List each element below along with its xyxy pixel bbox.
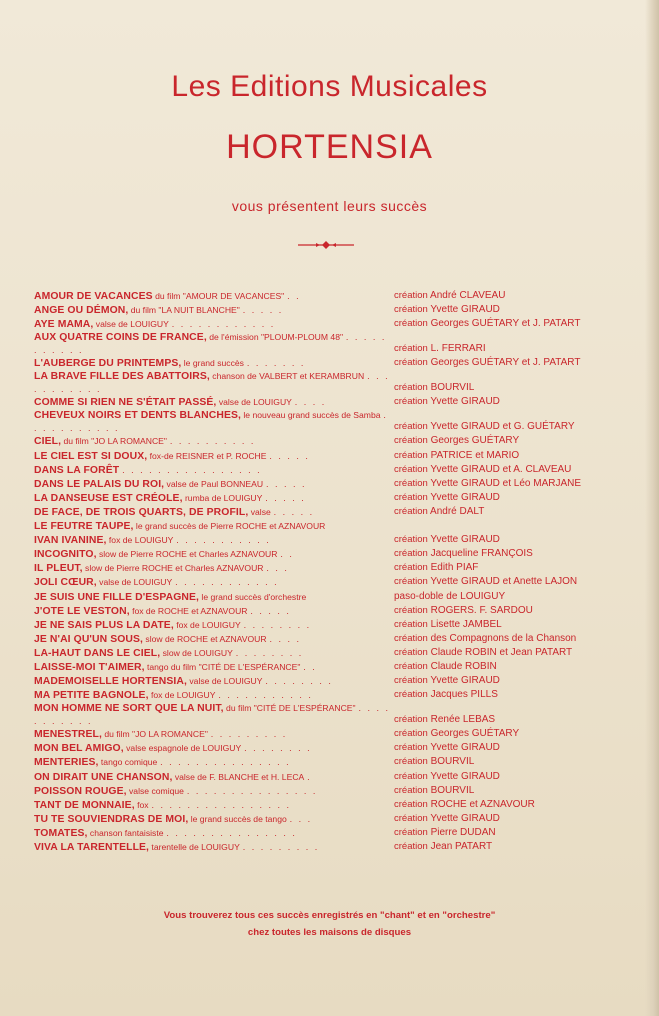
leader-dots: . . . . . . . . . . .	[34, 703, 390, 727]
song-entry	[34, 590, 390, 605]
creation-label: création	[394, 562, 428, 574]
song-entry	[34, 303, 390, 318]
artist-name: des Compagnons de la Chanson	[430, 632, 577, 644]
song-title: COMME SI RIEN NE S'ÉTAIT PASSÉ,	[34, 397, 217, 409]
song-title: CIEL,	[34, 436, 62, 448]
song-title: DANS LA FORÊT	[34, 464, 120, 476]
artist-name: André DALT	[430, 505, 485, 517]
song-title: DE FACE, DE TROIS QUARTS, DE PROFIL,	[34, 506, 249, 518]
song-row	[34, 491, 634, 505]
artist-name: Yvette GIRAUD et A. CLAVEAU	[430, 463, 572, 475]
song-description: valse	[248, 506, 271, 517]
song-row	[34, 702, 634, 727]
song-description: rumba de LOUIGUY	[182, 492, 263, 503]
publisher-line: Les Editions Musicales	[171, 70, 488, 103]
song-description: fox de LOUIGUY	[173, 619, 241, 630]
song-row	[34, 434, 634, 448]
creation-label: création	[394, 318, 428, 330]
song-title: TOMATES,	[34, 827, 88, 839]
artist-name: Yvette GIRAUD	[430, 770, 500, 782]
creation-label: création	[394, 357, 428, 369]
song-row	[34, 449, 634, 463]
leader-dots: . . . . . . . . . . . . . . .	[160, 757, 291, 768]
song-credit	[394, 604, 533, 618]
song-credit	[394, 727, 519, 741]
song-row	[34, 755, 634, 769]
song-row	[34, 604, 634, 618]
creation-label: création	[394, 728, 428, 740]
song-credit	[394, 784, 474, 798]
song-entry	[34, 826, 390, 841]
song-description: fox de LOUIGUY	[106, 535, 174, 546]
creation-label: création	[394, 290, 428, 301]
song-entry	[34, 449, 390, 464]
song-row	[34, 674, 634, 688]
leader-dots: . . . .	[269, 633, 301, 644]
song-entry	[34, 519, 390, 534]
leader-dots: . . .	[289, 813, 313, 824]
song-entry	[34, 770, 390, 785]
song-description: slow de Pierre ROCHE et Charles AZNAVOUR	[82, 563, 264, 574]
creation-label: création	[394, 784, 428, 796]
leader-dots: . . . . .	[273, 506, 315, 517]
creation-label: création	[394, 343, 428, 355]
artist-name: Georges GUÉTARY	[430, 728, 520, 740]
song-description: chanson fantaisiste	[87, 827, 164, 838]
song-credit	[394, 713, 495, 727]
artist-name: Yvette GIRAUD	[430, 534, 500, 546]
song-title: J'OTE LE VESTON,	[34, 605, 130, 617]
creation-label: création	[394, 421, 428, 433]
song-credit	[394, 798, 535, 812]
song-title: POISSON ROUGE,	[34, 785, 127, 797]
song-description: fox de LOUIGUY	[148, 690, 216, 701]
creation-label: création	[394, 632, 428, 644]
leader-dots: . . . . . . . . . . .	[218, 690, 313, 701]
leader-dots: . .	[287, 291, 301, 301]
song-title: LA BRAVE FILLE DES ABATTOIRS,	[34, 371, 210, 383]
artist-name: Jacques PILLS	[430, 689, 498, 701]
artist-name: BOURVIL	[430, 382, 475, 394]
song-description: le grand succès d'orchestre	[199, 591, 307, 602]
leader-dots: . .	[280, 549, 294, 560]
leader-dots: . . . . . . . . . . .	[176, 535, 271, 546]
leader-dots: . . . . . . . . . . . . . . . .	[122, 464, 262, 475]
song-credit	[394, 395, 500, 409]
song-title: MON BEL AMIGO,	[34, 743, 124, 755]
song-credit	[394, 303, 500, 317]
song-title: IVAN IVANINE,	[34, 535, 107, 547]
song-credit	[394, 434, 519, 448]
song-description: valse de LOUIGUY	[93, 319, 169, 330]
song-description: du film "CITÉ DE L'ESPÉRANCE"	[223, 703, 356, 714]
creation-label: création	[394, 396, 428, 408]
song-credit	[394, 356, 580, 370]
song-entry	[34, 463, 390, 478]
leader-dots: . .	[303, 661, 317, 672]
creation-label: création	[394, 491, 428, 503]
song-entry	[34, 618, 390, 633]
song-entry	[34, 812, 390, 827]
publisher-name: HORTENSIA	[226, 128, 433, 166]
song-description: valse de LOUIGUY	[96, 577, 173, 588]
artist-name: Claude ROBIN	[430, 660, 497, 672]
song-title: INCOGNITO,	[34, 549, 97, 561]
song-credit	[394, 741, 500, 755]
song-row	[34, 409, 634, 434]
song-entry	[34, 660, 390, 675]
leader-dots: . . . . . . . . . . . . . . .	[186, 785, 318, 796]
song-credit	[394, 770, 500, 784]
creation-label: création	[394, 660, 428, 672]
song-title: MENESTREL,	[34, 729, 102, 741]
song-entry	[34, 434, 390, 449]
song-credit	[394, 826, 496, 840]
song-entry	[34, 727, 390, 742]
artist-name: Renée LEBAS	[430, 714, 496, 726]
leader-dots: . . . . . . . . . . .	[34, 332, 387, 356]
footer-line-1: Vous trouverez tous ces succès enregistrés en "chant" et en "orchestre"	[163, 910, 496, 921]
song-row	[34, 812, 634, 826]
creation-label: création	[394, 548, 428, 560]
leader-dots: . . . . . . . .	[244, 743, 312, 754]
song-credit	[394, 491, 500, 505]
song-entry	[34, 370, 390, 396]
song-row	[34, 289, 634, 303]
artist-name: ROGERS. F. SARDOU	[430, 604, 533, 616]
song-row	[34, 331, 634, 356]
song-description: le grand succès	[181, 358, 244, 369]
song-credit	[394, 533, 500, 547]
leader-dots: . . . . .	[265, 492, 306, 503]
song-title: JE N'AI QU'UN SOUS,	[34, 633, 144, 645]
song-description: fox-de REISNER et P. ROCHE	[147, 450, 267, 461]
song-description: valse comique	[126, 785, 184, 796]
leader-dots: . . . . . . . . . .	[169, 436, 256, 447]
song-row	[34, 575, 634, 589]
song-title: AYE MAMA,	[34, 319, 94, 331]
song-entry	[34, 409, 390, 435]
subtitle: vous présentent leurs succès	[231, 198, 428, 214]
leader-dots: . . . . .	[250, 605, 291, 616]
song-title: DANS LE PALAIS DU ROI,	[34, 478, 165, 490]
song-title: AMOUR DE VACANCES	[34, 291, 153, 302]
artist-name: Edith PIAF	[430, 562, 479, 574]
song-entry	[34, 632, 390, 647]
song-title: ON DIRAIT UNE CHANSON,	[34, 771, 173, 783]
leader-dots: . . . . .	[242, 305, 284, 316]
artist-name: Claude ROBIN et Jean PATART	[430, 646, 573, 658]
song-entry	[34, 688, 390, 703]
creation-label: création	[394, 435, 428, 447]
song-title: ANGE OU DÉMON,	[34, 305, 129, 317]
song-title: MA PETITE BAGNOLE,	[34, 690, 149, 702]
artist-name: ROCHE et AZNAVOUR	[430, 798, 535, 810]
leader-dots: . . . . . . . . . . .	[34, 371, 390, 395]
artist-name: Georges GUÉTARY et J. PATART	[430, 318, 581, 330]
song-title: L'AUBERGE DU PRINTEMPS,	[34, 358, 182, 370]
song-row	[34, 618, 634, 632]
song-credit	[394, 632, 576, 646]
song-description: du film "LA NUIT BLANCHE"	[128, 305, 240, 316]
leader-dots: . . . . . . . . . . . . . . .	[166, 827, 297, 838]
artist-name: Yvette GIRAUD et Léo MARJANE	[430, 477, 582, 489]
song-entry	[34, 317, 390, 332]
song-title: JE NE SAIS PLUS LA DATE,	[34, 619, 174, 631]
artist-name: Yvette GIRAUD	[430, 396, 500, 408]
footer-line-2: chez toutes les maisons de disques	[247, 927, 412, 938]
song-entry	[34, 505, 390, 520]
creation-label: création	[394, 675, 428, 687]
creation-label: création	[394, 463, 428, 475]
ornament-divider-icon	[296, 238, 356, 252]
leader-dots: . . . . . . . . . . . . . . . .	[151, 799, 291, 810]
song-credit	[394, 674, 500, 688]
song-row	[34, 519, 634, 533]
leader-dots: . . . . . . . . . . . .	[171, 319, 276, 330]
creation-label: création	[394, 714, 428, 726]
song-credit	[394, 590, 505, 604]
song-row	[34, 395, 634, 409]
creation-label: création	[394, 618, 428, 630]
artist-name: Yvette GIRAUD	[430, 742, 500, 754]
song-title: MENTERIES,	[34, 757, 99, 769]
song-title: TU TE SOUVIENDRAS DE MOI,	[34, 813, 189, 825]
artist-name: Yvette GIRAUD	[430, 675, 500, 687]
leader-dots: . . . . . . . .	[265, 676, 333, 687]
creation-label: création	[394, 477, 428, 489]
song-title: JOLI CŒUR,	[34, 577, 97, 589]
song-row	[34, 303, 634, 317]
song-entry	[34, 674, 390, 689]
creation-label: création	[394, 812, 428, 824]
song-description: du film "AMOUR DE VACANCES"	[152, 291, 285, 301]
song-title: LE FEUTRE TAUPE,	[34, 521, 134, 533]
song-credit	[394, 688, 498, 702]
leader-dots: . . .	[266, 563, 289, 574]
artist-name: André CLAVEAU	[430, 290, 506, 301]
song-description: le grand succès de Pierre ROCHE et AZNAVOUR	[133, 521, 326, 532]
song-credit	[394, 840, 492, 854]
creation-label: création	[394, 742, 428, 754]
song-credit	[394, 463, 571, 477]
song-entry	[34, 331, 390, 357]
leader-dots: . . . . .	[265, 478, 307, 489]
song-entry	[34, 840, 390, 855]
song-credit	[394, 342, 486, 356]
creation-label: création	[394, 449, 428, 461]
artist-name: Jean PATART	[430, 841, 493, 852]
song-credit	[394, 449, 519, 463]
song-row	[34, 646, 634, 660]
song-row	[34, 561, 634, 575]
leader-dots: . . . . . . . .	[235, 647, 304, 658]
song-row	[34, 826, 634, 840]
song-entry	[34, 491, 390, 506]
song-row	[34, 741, 634, 755]
song-description: tarentelle de LOUIGUY	[149, 842, 240, 852]
artist-name: L. FERRARI	[430, 343, 486, 355]
song-description: du film "JO LA ROMANCE"	[61, 436, 167, 447]
song-entry	[34, 547, 390, 562]
creation-label: création	[394, 841, 428, 852]
song-row	[34, 590, 634, 604]
song-credit	[394, 660, 497, 674]
song-row	[34, 370, 634, 395]
artist-name: Yvette GIRAUD	[430, 304, 500, 316]
song-description: slow de Pierre ROCHE et Charles AZNAVOUR	[96, 549, 278, 560]
song-entry	[34, 575, 390, 590]
creation-label: création	[394, 689, 428, 701]
song-title: JE SUIS UNE FILLE D'ESPAGNE,	[34, 591, 200, 603]
creation-label: création	[394, 798, 428, 810]
song-description: valse de Paul BONNEAU	[164, 478, 264, 489]
song-row	[34, 317, 634, 331]
song-title: MON HOMME NE SORT QUE LA NUIT,	[34, 703, 224, 715]
song-title: TANT DE MONNAIE,	[34, 799, 135, 811]
artist-name: Yvette GIRAUD et G. GUÉTARY	[430, 421, 575, 433]
song-description: slow de ROCHE et AZNAVOUR	[143, 633, 267, 644]
creation-label: création	[394, 646, 428, 658]
song-title: IL PLEUT,	[34, 563, 83, 575]
leader-dots: . . . . . . . . .	[242, 842, 320, 852]
song-credit	[394, 420, 575, 434]
song-entry	[34, 356, 390, 371]
leader-dots: . . . . . . . . . . .	[34, 410, 388, 434]
song-entry	[34, 477, 390, 492]
artist-name: Yvette GIRAUD	[430, 812, 500, 824]
song-row	[34, 533, 634, 547]
song-description: le nouveau grand succès de Samba	[241, 410, 381, 421]
creation-label: création	[394, 505, 428, 517]
song-credit	[394, 547, 533, 561]
song-entry	[34, 289, 390, 304]
song-description: valse de LOUIGUY	[186, 676, 263, 687]
song-credit	[394, 289, 505, 303]
creation-label: création	[394, 382, 428, 394]
artist-name: PATRICE et MARIO	[430, 449, 520, 461]
song-description: fox de ROCHE et AZNAVOUR	[129, 605, 248, 616]
song-title: LA DANSEUSE EST CRÉOLE,	[34, 492, 183, 504]
artist-name: BOURVIL	[430, 784, 475, 796]
song-credit	[394, 646, 572, 660]
song-credit	[394, 381, 474, 395]
artist-name: Lisette JAMBEL	[430, 618, 502, 630]
artist-name: Yvette GIRAUD	[430, 491, 500, 503]
song-row	[34, 505, 634, 519]
artist-name: BOURVIL	[430, 756, 475, 768]
song-credit	[394, 755, 474, 769]
creation-label: création	[394, 770, 428, 782]
song-row	[34, 632, 634, 646]
song-entry	[34, 646, 390, 661]
song-row	[34, 356, 634, 370]
song-credit	[394, 575, 577, 589]
song-title: MADEMOISELLE HORTENSIA,	[34, 676, 187, 688]
song-entry	[34, 533, 390, 548]
creation-label: création	[394, 604, 428, 616]
song-row	[34, 798, 634, 812]
song-row	[34, 840, 634, 854]
leader-dots: . . . . . . . . . . . .	[175, 577, 279, 588]
song-row	[34, 727, 634, 741]
song-row	[34, 463, 634, 477]
song-entry	[34, 604, 390, 619]
song-entry	[34, 798, 390, 813]
song-credit	[394, 561, 478, 575]
creation-label: création	[394, 826, 428, 838]
song-entry	[34, 395, 390, 410]
artist-name: Pierre DUDAN	[430, 826, 496, 838]
song-entry	[34, 702, 390, 728]
leader-dots: . . . . . . . .	[243, 619, 312, 630]
song-title: CHEVEUX NOIRS ET DENTS BLANCHES,	[34, 410, 241, 422]
song-description: du film "JO LA ROMANCE"	[101, 729, 208, 740]
song-title: VIVA LA TARENTELLE,	[34, 842, 150, 853]
song-description: valse de LOUIGUY	[216, 397, 292, 408]
creation-label: création	[394, 756, 428, 768]
song-description: le grand succès de tango	[188, 813, 287, 824]
song-description: chanson de VALBERT et KERAMBRUN	[209, 371, 365, 382]
leader-dots: . . . .	[294, 397, 327, 408]
song-description: tango du film "CITÉ DE L'ESPÉRANCE"	[144, 661, 301, 672]
song-entry	[34, 561, 390, 576]
song-description: valse de F. BLANCHE et H. LECA	[172, 771, 305, 782]
song-description: fox	[134, 799, 149, 810]
song-row	[34, 547, 634, 561]
song-row	[34, 784, 634, 798]
leader-dots: . . . . .	[269, 450, 310, 461]
song-description: slow de LOUIGUY	[160, 647, 233, 658]
leader-dots: . . . . . . . . .	[210, 729, 288, 740]
song-credit	[394, 477, 581, 491]
song-description: de l'émission "PLOUM-PLOUM 48"	[206, 332, 344, 343]
creation-label: création	[394, 534, 428, 546]
song-list	[34, 289, 634, 854]
leader-dots: .	[307, 771, 312, 782]
song-credit	[394, 812, 500, 826]
song-title: LE CIEL EST SI DOUX,	[34, 450, 148, 462]
song-description: valse espagnole de LOUIGUY	[123, 743, 242, 754]
artist-name: paso-doble de LOUIGUY	[394, 590, 506, 602]
song-credit	[394, 618, 502, 632]
song-row	[34, 477, 634, 491]
song-description: tango comique	[98, 757, 158, 768]
song-row	[34, 688, 634, 702]
song-title: AUX QUATRE COINS DE FRANCE,	[34, 332, 207, 344]
leader-dots: . . . . . . .	[246, 358, 306, 369]
artist-name: Yvette GIRAUD et Anette LAJON	[430, 576, 578, 588]
song-credit	[394, 317, 580, 331]
song-row	[34, 660, 634, 674]
creation-label: création	[394, 304, 428, 316]
creation-label: création	[394, 576, 428, 588]
song-entry	[34, 741, 390, 756]
song-credit	[394, 505, 484, 519]
artist-name: Jacqueline FRANÇOIS	[430, 548, 533, 560]
artist-name: Georges GUÉTARY	[430, 435, 520, 447]
song-entry	[34, 755, 390, 770]
song-row	[34, 770, 634, 784]
song-entry	[34, 784, 390, 799]
song-title: LA-HAUT DANS LE CIEL,	[34, 647, 161, 659]
artist-name: Georges GUÉTARY et J. PATART	[430, 357, 581, 369]
song-title: LAISSE-MOI T'AIMER,	[34, 661, 145, 673]
